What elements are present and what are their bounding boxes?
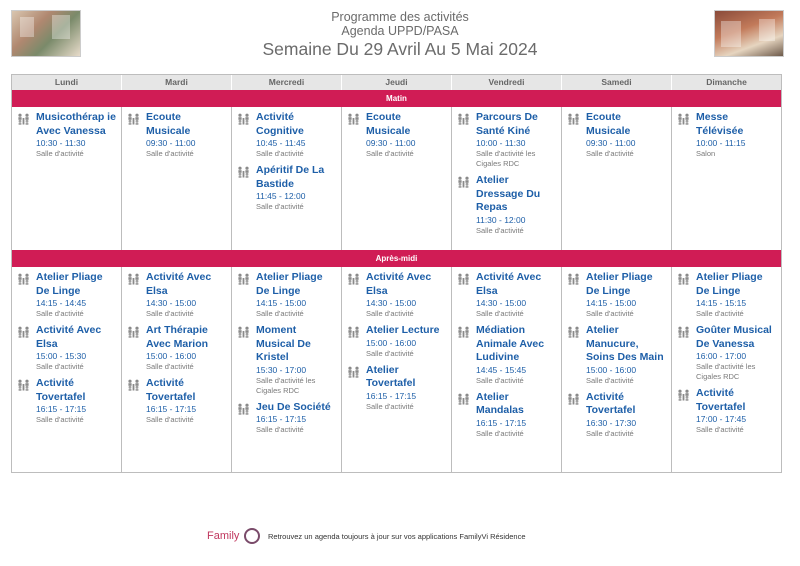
activity-place: Salle d'activité [476,428,524,438]
activity-time: 14:15 - 14:45 [36,298,87,308]
activity-time: 14:30 - 15:00 [146,298,197,308]
activity-title: Messe Télévisée [696,111,744,137]
activity-title: Ecoute Musicale [366,111,411,137]
activity-title: Atelier Pliage De Linge [36,271,103,297]
activity-item[interactable] [236,401,337,436]
activity-place: Salle d'activité [586,309,634,318]
activity-item[interactable] [236,111,337,159]
activity-place: Salle d'activité [366,348,414,358]
activity-title: Jeu De Société [256,400,331,413]
section-band-morning: Matin [12,90,781,107]
activity-item[interactable] [126,111,227,159]
activity-place: Salle d'activité les Cigales RDC [696,362,756,381]
activity-item[interactable] [456,391,557,439]
activity-time: 14:15 - 15:00 [586,298,637,308]
morning-cell-dimanche [672,107,781,250]
people-group-icon [127,378,140,390]
people-group-icon [677,388,690,400]
activity-item[interactable] [456,271,557,319]
activity-item[interactable] [16,377,117,425]
afternoon-cell-mercredi [232,267,342,472]
activity-time: 14:45 - 15:45 [476,364,527,375]
activity-item[interactable] [126,271,227,319]
day-header-0: Lundi [12,75,122,90]
section-band-afternoon: Après-midi [12,250,781,267]
activity-item[interactable] [236,271,337,319]
activity-time: 16:00 - 17:00 [696,351,747,361]
afternoon-cell-dimanche [672,267,781,472]
activity-time: 14:15 - 15:15 [696,298,747,308]
activity-item[interactable] [566,324,667,386]
activity-item[interactable] [346,364,447,412]
activity-time: 14:30 - 15:00 [476,298,527,308]
activity-place: Salle d'activité les Cigales RDC [476,149,536,168]
day-header-4: Vendredi [452,75,562,90]
activity-time: 15:00 - 16:00 [146,351,197,361]
activity-item[interactable] [346,324,447,359]
afternoon-cell-lundi [12,267,122,472]
activity-title: Atelier Mandalas [476,390,524,416]
people-group-icon [457,112,470,124]
activity-place: Salle d'activité [586,149,634,158]
afternoon-cell-mardi [122,267,232,472]
activity-place: Salle d'activité [36,309,84,318]
people-group-icon [567,325,580,337]
activity-time: 09:30 - 11:00 [586,138,636,148]
activity-title: Activité Avec Elsa [146,271,212,297]
activity-place: Salle d'activité [366,401,414,411]
people-group-icon [457,392,470,404]
activity-time: 09:30 - 11:00 [366,138,416,148]
activity-title: Activité Cognitive [256,111,304,137]
activity-place: Salle d'activité [146,362,194,371]
people-group-icon [567,272,580,284]
people-group-icon [127,272,140,284]
activity-time: 15:00 - 15:30 [36,351,87,361]
footer-message: Retrouvez un agenda toujours à jour sur vos applications FamilyVi Résidence [268,532,526,541]
activity-item[interactable] [676,387,777,435]
activity-place: Salle d'activité [586,375,634,385]
familyvi-logo-icon [244,528,260,544]
activity-title: Activité Tovertafel [586,390,636,416]
afternoon-cell-jeudi [342,267,452,472]
activity-title: Ecoute Musicale [146,111,191,137]
activity-place: Salle d'activité [146,149,194,158]
activity-time: 17:00 - 17:45 [696,414,747,424]
activity-time: 09:30 - 11:00 [146,138,196,148]
activity-title: Atelier Manucure, Soins Des Main [586,324,664,363]
people-group-icon [237,402,250,414]
activity-place: Salle d'activité [586,428,634,438]
activity-place: Salle d'activité [36,362,84,371]
activity-title: Activité Avec Elsa [476,271,542,297]
people-group-icon [677,272,690,284]
activity-item[interactable] [456,174,557,236]
afternoon-row [12,267,781,472]
activity-place: Salle d'activité [256,149,304,158]
day-header-5: Samedi [562,75,672,90]
activity-time: 11:45 - 12:00 [256,191,306,201]
morning-cell-samedi [562,107,672,250]
activity-title: Atelier Pliage De Linge [586,271,653,297]
page-header [0,10,800,60]
activity-title: Activité Avec Elsa [366,271,432,297]
people-group-icon [237,325,250,337]
familyvi-logo-text: Family [207,530,240,542]
activity-item[interactable] [566,271,667,319]
activity-item[interactable] [456,111,557,169]
day-header-3: Jeudi [342,75,452,90]
activity-item[interactable] [346,111,447,159]
activity-title: Atelier Tovertafel [366,363,416,389]
activity-time: 16:15 - 17:15 [476,417,527,428]
people-group-icon [347,325,360,337]
afternoon-cell-samedi [562,267,672,472]
people-group-icon [17,378,30,390]
activity-place: Salle d'activité [36,149,84,158]
activity-title: Goûter Musical De Vanessa [696,324,772,350]
activity-item[interactable] [16,111,117,159]
people-group-icon [457,272,470,284]
activity-time: 15:30 - 17:00 [256,364,307,375]
activity-title: Activité Tovertafel [696,387,746,413]
activity-time: 16:15 - 17:15 [36,404,87,414]
activity-title: Médiation Animale Avec Ludivine [476,324,545,363]
people-group-icon [17,112,30,124]
day-header-2: Mercredi [232,75,342,90]
activity-item[interactable] [676,324,777,382]
activity-place: Salle d'activité [256,202,304,211]
activity-item[interactable] [566,111,667,159]
activity-title: Ecoute Musicale [586,111,631,137]
activity-title: Atelier Pliage De Linge [696,271,763,297]
activity-title: Art Thérapie Avec Marion [146,324,209,350]
activity-title: Atelier Pliage De Linge [256,271,323,297]
activity-place: Salle d'activité [696,309,744,318]
activity-place: Salle d'activité [476,225,524,235]
activity-item[interactable] [236,164,337,212]
activity-item[interactable] [16,271,117,319]
activity-time: 10:00 - 11:15 [696,138,746,148]
activity-time: 11:30 - 12:00 [476,214,526,225]
week-title: Semaine Du 29 Avril Au 5 Mai 2024 [262,39,538,59]
document-title: Programme des activités [331,10,469,24]
people-group-icon [347,112,360,124]
day-header-6: Dimanche [706,77,747,87]
morning-cell-mardi [122,107,232,250]
activity-item[interactable] [566,391,667,439]
activity-time: 10:45 - 11:45 [256,138,306,148]
footer [0,528,800,548]
people-group-icon [347,272,360,284]
activity-item[interactable] [456,324,557,386]
activity-place: Salle d'activité [696,425,744,434]
activity-time: 14:15 - 15:00 [256,298,307,308]
activity-time: 14:30 - 15:00 [366,298,417,308]
day-header-row [12,75,781,90]
activity-item[interactable] [16,324,117,372]
activity-place: Salle d'activité [146,415,194,424]
activity-title: Musicothérap ie Avec Vanessa [36,111,116,137]
people-group-icon [17,325,30,337]
morning-row [12,107,781,250]
people-group-icon [677,325,690,337]
activity-item[interactable] [346,271,447,319]
activity-time: 15:00 - 16:00 [586,364,637,375]
activity-item[interactable] [126,377,227,425]
activity-title: Activité Avec Elsa [36,324,102,350]
activity-item[interactable] [236,324,337,396]
agenda-name: Agenda UPPD/PASA [341,24,459,38]
people-group-icon [457,175,470,187]
people-group-icon [237,112,250,124]
activity-title: Moment Musical De Kristel [256,324,311,363]
activity-place: Salle d'activité [146,309,194,318]
people-group-icon [237,165,250,177]
activity-place: Salle d'activité [476,309,524,318]
activity-place: Salle d'activité [366,149,414,158]
activity-place: Salon [696,149,716,158]
people-group-icon [347,365,360,377]
activity-time: 16:15 - 17:15 [366,390,417,401]
activity-title: Parcours De Santé Kiné [476,111,538,137]
activity-item[interactable] [126,324,227,372]
activity-title: Atelier Lecture [366,324,440,336]
activity-time: 10:30 - 11:30 [36,138,86,148]
activity-time: 10:00 - 11:30 [476,138,526,148]
activity-title: Atelier Dressage Du Repas [476,174,541,213]
activity-place: Salle d'activité les Cigales RDC [256,375,316,395]
people-group-icon [457,325,470,337]
activity-title: Apéritif De La Bastide [256,164,325,190]
activity-title: Activité Tovertafel [36,377,86,403]
activity-title: Activité Tovertafel [146,377,196,403]
people-group-icon [567,392,580,404]
activity-item[interactable] [676,271,777,319]
activity-time: 16:30 - 17:30 [586,417,637,428]
activity-place: Salle d'activité [366,309,414,318]
people-group-icon [567,112,580,124]
morning-cell-jeudi [342,107,452,250]
afternoon-cell-vendredi [452,267,562,472]
people-group-icon [677,112,690,124]
people-group-icon [127,325,140,337]
weekly-schedule-grid [11,74,782,473]
activity-item[interactable] [676,111,777,159]
activity-time: 15:00 - 16:00 [366,337,417,348]
morning-cell-vendredi [452,107,562,250]
day-header-1: Mardi [122,75,232,90]
people-group-icon [127,112,140,124]
activity-place: Salle d'activité [36,415,84,424]
people-group-icon [237,272,250,284]
morning-cell-lundi [12,107,122,250]
activity-place: Salle d'activité [476,375,524,385]
activity-time: 16:15 - 17:15 [256,414,307,424]
activity-place: Salle d'activité [256,309,304,318]
activity-place: Salle d'activité [256,425,304,434]
morning-cell-mercredi [232,107,342,250]
activity-time: 16:15 - 17:15 [146,404,197,414]
people-group-icon [17,272,30,284]
